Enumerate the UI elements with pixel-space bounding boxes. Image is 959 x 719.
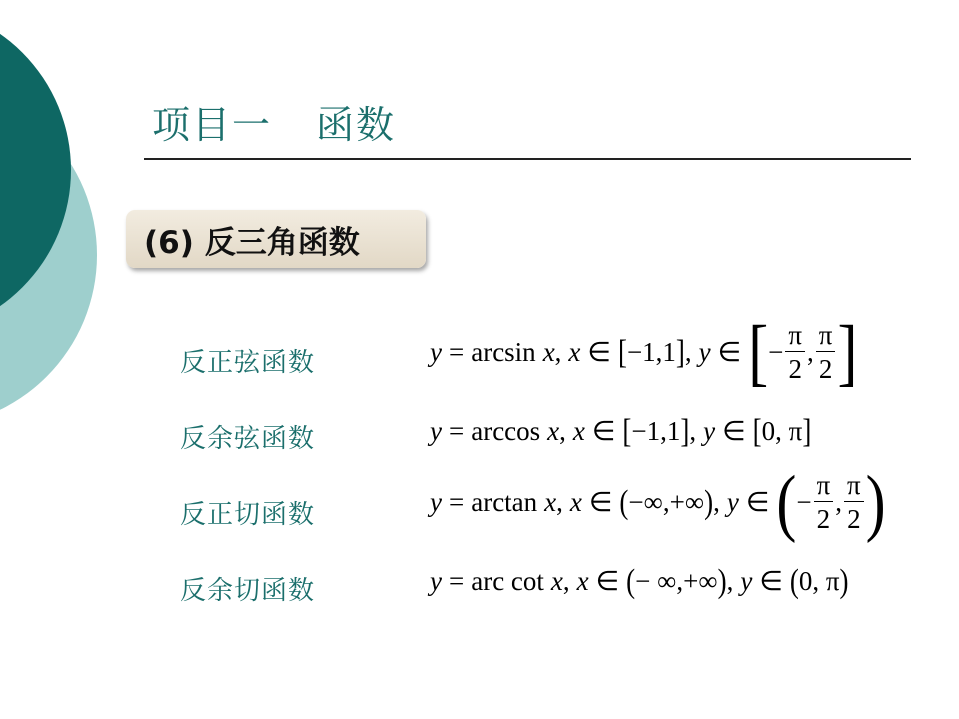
fraction-pi-over-2 xyxy=(844,471,864,534)
separator: , xyxy=(684,336,692,367)
var-x: x xyxy=(550,565,563,596)
fraction-pi-over-2 xyxy=(816,321,836,384)
fraction-denominator: 2 xyxy=(788,354,802,384)
var-y: y xyxy=(430,565,442,596)
formula-arcsin xyxy=(430,312,857,392)
separator: , xyxy=(726,565,734,596)
domain-value: − ∞,+∞ xyxy=(635,565,718,596)
domain-value: −∞,+∞ xyxy=(628,486,705,517)
function-name-arccot: 反余切函数 xyxy=(180,576,316,606)
domain-open-paren: ( xyxy=(619,482,629,521)
range-open-bracket: [ xyxy=(752,411,762,450)
var-y: y xyxy=(698,336,711,367)
var-x: x xyxy=(544,486,557,517)
domain-open-bracket: [ xyxy=(622,411,632,450)
range-close-bracket: ] xyxy=(837,310,858,394)
function-name-arctan: 反正切函数 xyxy=(180,500,316,530)
minus-sign: − xyxy=(796,486,812,517)
var-x: x xyxy=(569,486,582,517)
section-badge-label: (6) 反三角函数 xyxy=(144,224,360,261)
function-name-arccos: 反余弦函数 xyxy=(180,424,316,454)
var-x: x xyxy=(576,565,589,596)
range-value: 0, π xyxy=(761,415,803,446)
element-of-sign: ∈ xyxy=(745,486,770,517)
domain-open-paren: ( xyxy=(626,561,636,600)
formula-arccot xyxy=(430,558,849,604)
formula-arctan xyxy=(430,462,886,542)
separator: , xyxy=(689,415,697,446)
domain-close-bracket: ] xyxy=(675,332,685,371)
element-of-sign: ∈ xyxy=(759,565,783,596)
section-badge xyxy=(126,210,426,268)
separator: , xyxy=(562,565,570,596)
element-of-sign: ∈ xyxy=(591,415,616,446)
element-of-sign: ∈ xyxy=(595,565,620,596)
element-of-sign: ∈ xyxy=(717,336,742,367)
title-divider xyxy=(144,158,911,160)
equals-sign: = xyxy=(448,415,465,446)
fraction-numerator: π xyxy=(785,321,805,352)
domain-value: −1,1 xyxy=(626,336,676,367)
var-x: x xyxy=(572,415,585,446)
minus-sign: − xyxy=(768,336,784,367)
var-y: y xyxy=(430,486,442,517)
var-y: y xyxy=(430,415,442,446)
var-y: y xyxy=(703,415,716,446)
separator: , xyxy=(554,336,562,367)
equals-sign: = xyxy=(448,565,465,596)
fraction-numerator: π xyxy=(844,471,864,502)
range-close-bracket: ] xyxy=(802,411,812,450)
domain-close-bracket: ] xyxy=(680,411,690,450)
equals-sign: = xyxy=(448,336,465,367)
fraction-pi-over-2 xyxy=(814,471,834,534)
var-y: y xyxy=(740,565,753,596)
fraction-numerator: π xyxy=(816,321,836,352)
title-part-2: 函数 xyxy=(316,103,397,147)
separator: , xyxy=(713,486,720,517)
var-x: x xyxy=(547,415,560,446)
fraction-denominator: 2 xyxy=(818,354,833,384)
fraction-pi-over-2 xyxy=(785,321,805,384)
var-y: y xyxy=(726,486,739,517)
element-of-sign: ∈ xyxy=(588,486,613,517)
element-of-sign: ∈ xyxy=(587,336,611,367)
range-value: 0, π xyxy=(798,565,840,596)
range-close-paren: ) xyxy=(839,561,849,600)
separator: , xyxy=(556,486,563,517)
separator: , xyxy=(835,486,842,517)
fraction-numerator: π xyxy=(814,471,834,502)
function-name-arcsin: 反正弦函数 xyxy=(180,348,316,378)
domain-close-paren: ) xyxy=(717,561,727,600)
range-open-bracket: [ xyxy=(748,310,769,394)
range-open-paren: ( xyxy=(776,460,797,544)
var-x: x xyxy=(542,336,555,367)
formula-arccos xyxy=(430,408,811,454)
var-x: x xyxy=(568,336,581,367)
page-title xyxy=(152,94,396,149)
function-operator: arc cot xyxy=(471,565,544,596)
separator: , xyxy=(559,415,566,446)
domain-value: −1,1 xyxy=(631,415,681,446)
function-operator: arccos xyxy=(471,415,541,446)
element-of-sign: ∈ xyxy=(722,415,746,446)
fraction-denominator: 2 xyxy=(847,504,861,534)
function-operator: arcsin xyxy=(471,336,536,367)
range-close-paren: ) xyxy=(865,460,886,544)
domain-close-paren: ) xyxy=(704,482,714,521)
domain-open-bracket: [ xyxy=(617,332,627,371)
title-part-1: 项目一 xyxy=(152,103,273,147)
range-open-paren: ( xyxy=(789,561,799,600)
function-operator: arctan xyxy=(471,486,538,517)
separator: , xyxy=(807,336,814,367)
var-y: y xyxy=(430,336,442,367)
fraction-denominator: 2 xyxy=(816,504,831,534)
equals-sign: = xyxy=(448,486,465,517)
